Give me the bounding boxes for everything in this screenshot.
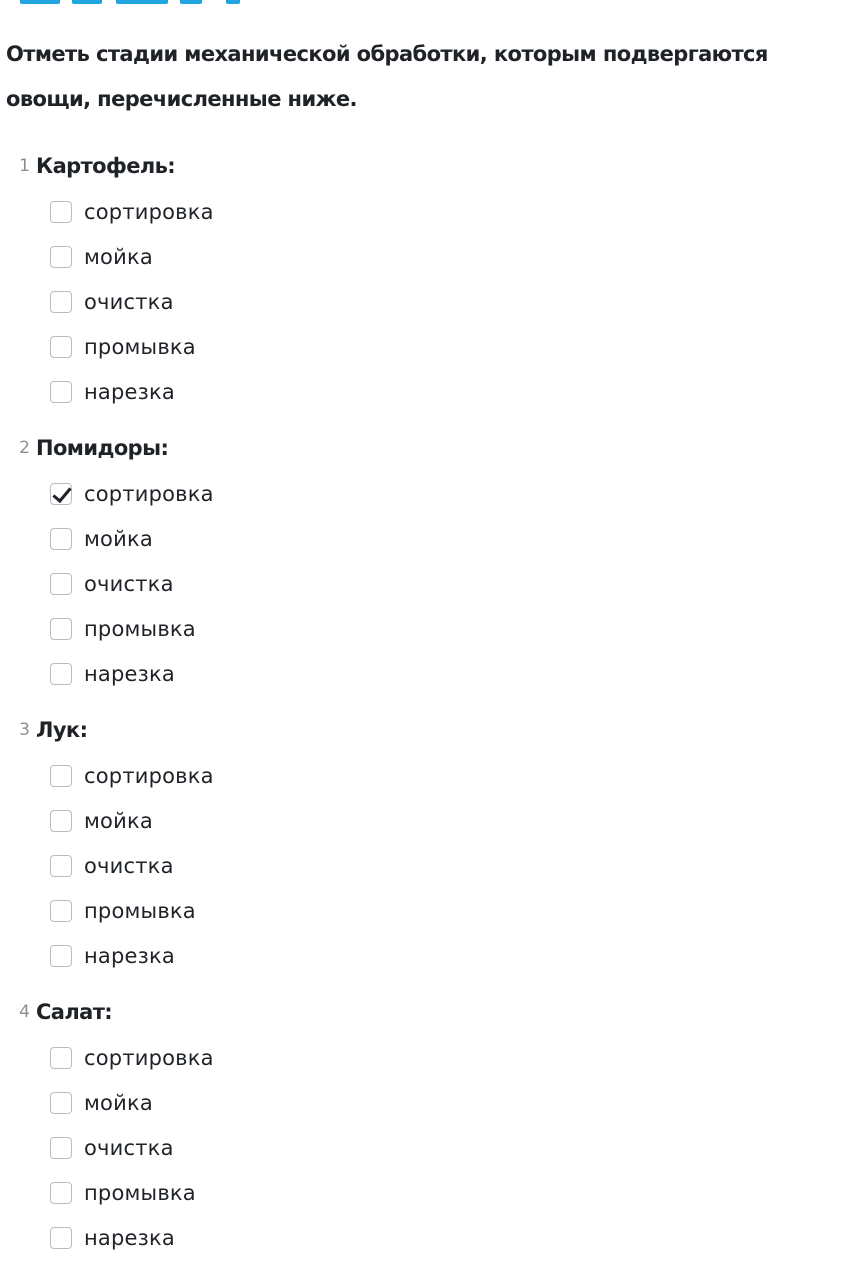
option-list (50, 1035, 214, 1260)
option-label: промывка (84, 898, 196, 923)
question-title: Лук: (36, 718, 88, 742)
option-item[interactable] (50, 651, 214, 696)
task-instruction: Отметь стадии механической обработки, которым подвергаются овощи, перечисленные ниже. (6, 42, 768, 111)
option-item[interactable] (50, 516, 214, 561)
question-block (0, 990, 857, 1272)
option-label: мойка (84, 526, 153, 551)
option-item[interactable] (50, 1125, 214, 1170)
checkbox[interactable] (50, 1092, 72, 1114)
option-item[interactable] (50, 369, 214, 414)
checkbox[interactable] (50, 1137, 72, 1159)
option-item[interactable] (50, 1035, 214, 1080)
checkbox[interactable] (50, 201, 72, 223)
question-number: 4 (19, 1002, 30, 1022)
question-title: Салат: (36, 1000, 113, 1024)
option-item[interactable] (50, 606, 214, 651)
question-title: Помидоры: (36, 436, 169, 460)
option-label: очистка (84, 853, 174, 878)
option-item[interactable] (50, 1215, 214, 1260)
option-label: сортировка (84, 1045, 214, 1070)
checkbox[interactable] (50, 381, 72, 403)
option-item[interactable] (50, 234, 214, 279)
option-label: очистка (84, 571, 174, 596)
option-item[interactable] (50, 189, 214, 234)
header-accent-bar (0, 0, 260, 5)
checkbox[interactable] (50, 900, 72, 922)
checkbox[interactable] (50, 336, 72, 358)
checkbox[interactable] (50, 1047, 72, 1069)
question-list (0, 144, 857, 1272)
option-item[interactable] (50, 1080, 214, 1125)
option-item[interactable] (50, 753, 214, 798)
question-block (0, 708, 857, 990)
checkbox[interactable] (50, 291, 72, 313)
checkbox-checked[interactable] (50, 483, 72, 505)
checkbox[interactable] (50, 246, 72, 268)
option-label: нарезка (84, 379, 175, 404)
option-item[interactable] (50, 798, 214, 843)
checkbox[interactable] (50, 1227, 72, 1249)
option-label: сортировка (84, 763, 214, 788)
option-item[interactable] (50, 843, 214, 888)
question-header (0, 990, 112, 1034)
option-label: нарезка (84, 1225, 175, 1250)
option-label: промывка (84, 616, 196, 641)
option-label: нарезка (84, 943, 175, 968)
checkbox[interactable] (50, 528, 72, 550)
checkbox[interactable] (50, 663, 72, 685)
option-label: сортировка (84, 481, 214, 506)
option-label: мойка (84, 1090, 153, 1115)
option-item[interactable] (50, 888, 214, 933)
option-item[interactable] (50, 324, 214, 369)
option-label: сортировка (84, 199, 214, 224)
question-block (0, 144, 857, 426)
option-label: очистка (84, 289, 174, 314)
option-item[interactable] (50, 279, 214, 324)
checkbox[interactable] (50, 855, 72, 877)
option-item[interactable] (50, 1170, 214, 1215)
checkbox[interactable] (50, 573, 72, 595)
option-list (50, 471, 214, 696)
option-label: нарезка (84, 661, 175, 686)
option-list (50, 753, 214, 978)
checkbox[interactable] (50, 945, 72, 967)
option-item[interactable] (50, 561, 214, 606)
question-number: 3 (19, 720, 30, 740)
option-item[interactable] (50, 471, 214, 516)
question-number: 2 (19, 438, 30, 458)
question-header (0, 144, 175, 188)
question-block (0, 426, 857, 708)
option-label: мойка (84, 244, 153, 269)
option-label: промывка (84, 334, 196, 359)
question-header (0, 426, 168, 470)
option-list (50, 189, 214, 414)
question-header (0, 708, 87, 752)
checkbox[interactable] (50, 810, 72, 832)
option-label: промывка (84, 1180, 196, 1205)
checkbox[interactable] (50, 765, 72, 787)
option-label: очистка (84, 1135, 174, 1160)
checkbox[interactable] (50, 618, 72, 640)
question-number: 1 (19, 156, 30, 176)
question-title: Картофель: (36, 154, 176, 178)
option-item[interactable] (50, 933, 214, 978)
checkbox[interactable] (50, 1182, 72, 1204)
option-label: мойка (84, 808, 153, 833)
